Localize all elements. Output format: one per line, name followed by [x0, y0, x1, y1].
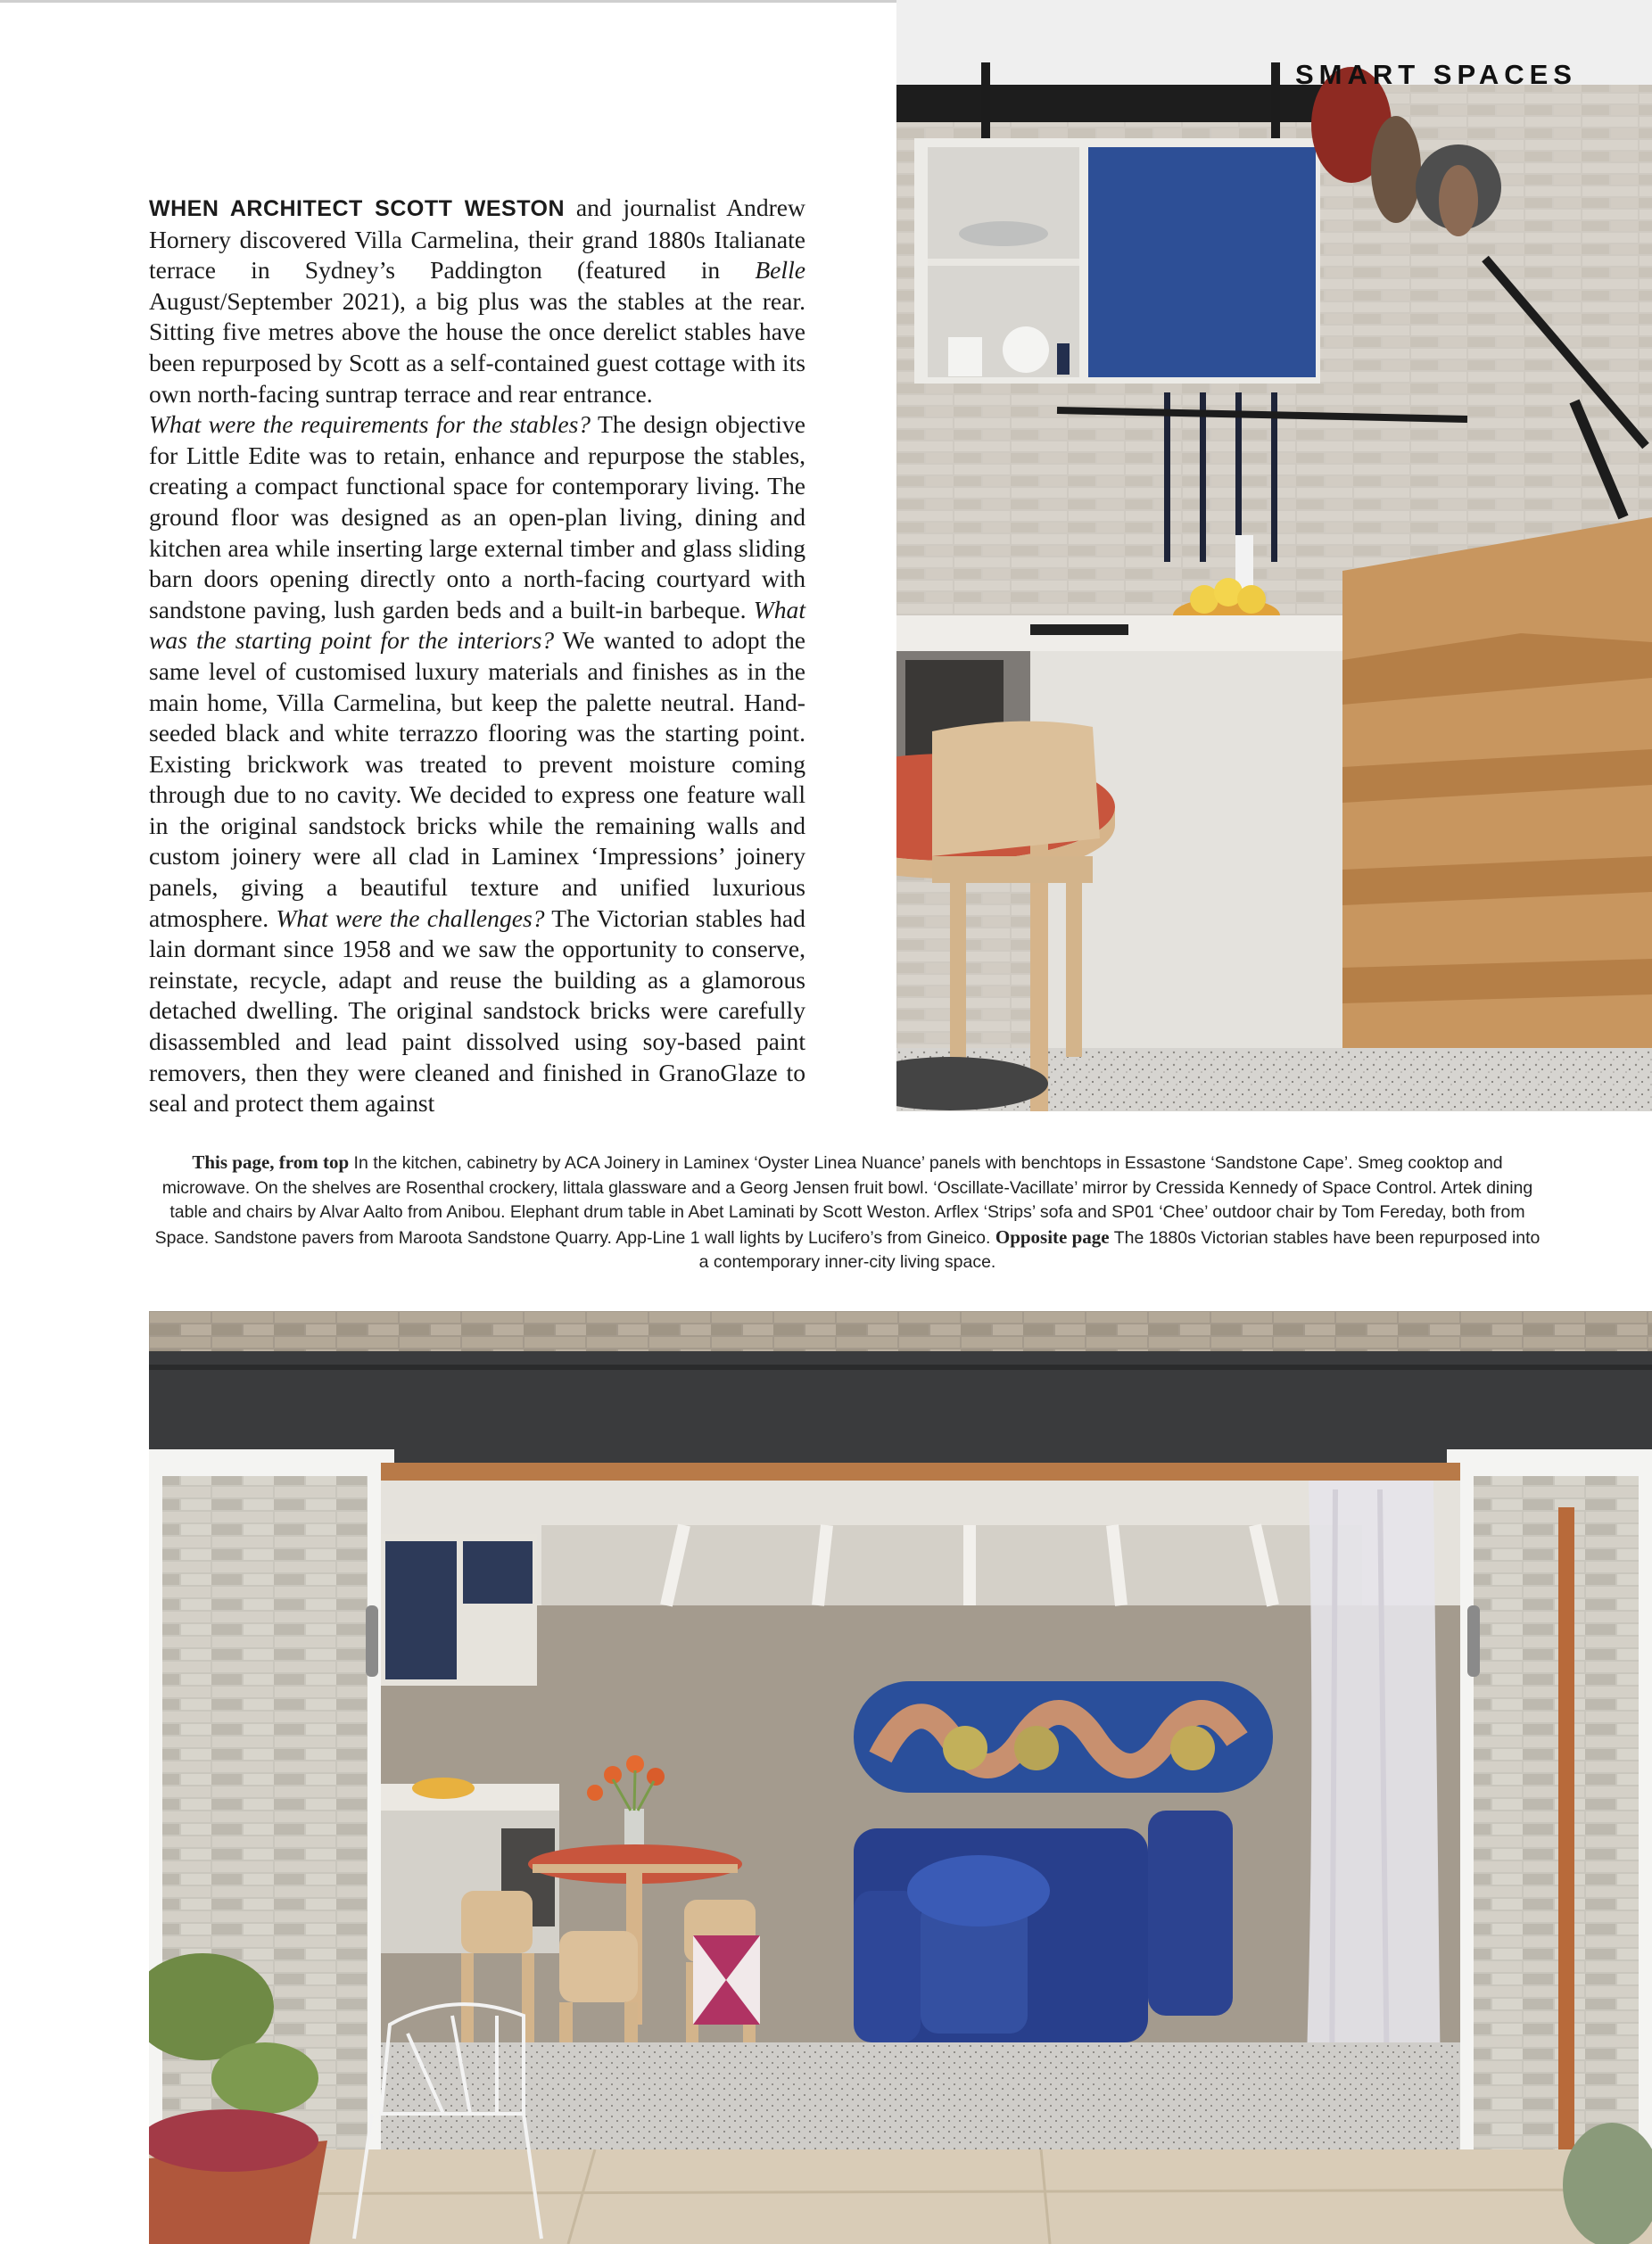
article-paragraph [149, 193, 805, 409]
lead-in: WHEN ARCHITECT SCOTT WESTON [149, 196, 566, 221]
intro-text-cont: August/September 2021), a big plus was the stables at the rear. Sitting five metres above the house the once derelict stables have been repurposed by Scott as a self-contained guest cottage with its own north-facing suntrap terrace and rear entrance. [149, 286, 805, 408]
question-1: What were the requirements for the stables? [149, 410, 591, 439]
blue-cabinet-door [1088, 147, 1316, 377]
answer-1: The design objective for Little Edite was to retain, enhance and repurpose the stables, creating a compact functional space for contemporary living. The ground floor was designed as an open-plan living, dining and kitchen area while inserting large external timber and glass sliding barn doors opening directly onto a north-facing courtyard with sandstone paving, lush garden beds and a built-in barbeque. [149, 410, 805, 623]
question-3: What were the challenges? [276, 903, 545, 932]
caption-head-this-page: This page, from top [192, 1151, 350, 1173]
answer-3: The Victorian stables had lain dormant since 1958 and we saw the opportunity to conserve, reinstate, recycle, adapt and reuse the building as a glamorous detached dwelling. The original sandstock bricks were carefully disassembled and lead paint dissolved using soy-based paint removers, then they were cleaned and finished in GranoGlaze to seal and protect them against [149, 903, 805, 1118]
intro-text: and journalist Andrew Hornery discovered Villa Carmelina, their grand 1880s Italianate terrace in Sydney’s Paddington (featured in [149, 194, 805, 285]
photo-caption [149, 1151, 1546, 1275]
article-body [149, 193, 805, 1119]
living-room-photo [149, 1311, 1652, 2244]
caption-text-opposite: The 1880s Victorian stables have been repurposed into a contemporary inner-city living space. [698, 1227, 1540, 1272]
caption-head-opposite: Opposite page [995, 1225, 1110, 1248]
section-label: SMART SPACES [1294, 59, 1577, 90]
answer-2: We wanted to adopt the same level of customised luxury materials and finishes as in the main home, Villa Carmelina, but keep the palette neutral. Hand-seeded black and white terrazzo flooring was the starting point. Existing brickwork was treated to prevent moisture coming through due to no cavity. We decided to express one feature wall in the original sandstock bricks while the remaining walls and custom joinery were all clad in Laminex ‘Impressions’ joinery panels, giving a beautiful texture and unified luxurious atmosphere. [149, 626, 805, 932]
qa-paragraph [149, 409, 805, 1119]
question-2: What was the starting point for the interiors? [149, 595, 805, 655]
magazine-name: Belle [755, 256, 805, 285]
caption-text-this-page: In the kitchen, cabinetry by ACA Joinery in Laminex ‘Oyster Linea Nuance’ panels with benchtops in Essastone ‘Sandstone Cape’. Smeg cooktop and microwave. On the shelves are Rosenthal crockery, littala glassware and a Georg Jensen fruit bowl. ‘Oscillate-Vacillate’ mirror by Cressida Kennedy of Space Control. Artek dining table and chairs by Alvar Aalto from Anibou. Elephant drum table in Abet Laminati by Scott Weston. Arflex ‘Strips’ sofa and SP01 ‘Chee’ outdoor chair by Tom Fereday, both from Space. Sandstone pavers from Maroota Sandstone Quarry. App-Line 1 wall lights by Lucifero’s from Gineico. [154, 1153, 1533, 1248]
kitchen-photo [896, 0, 1652, 1111]
